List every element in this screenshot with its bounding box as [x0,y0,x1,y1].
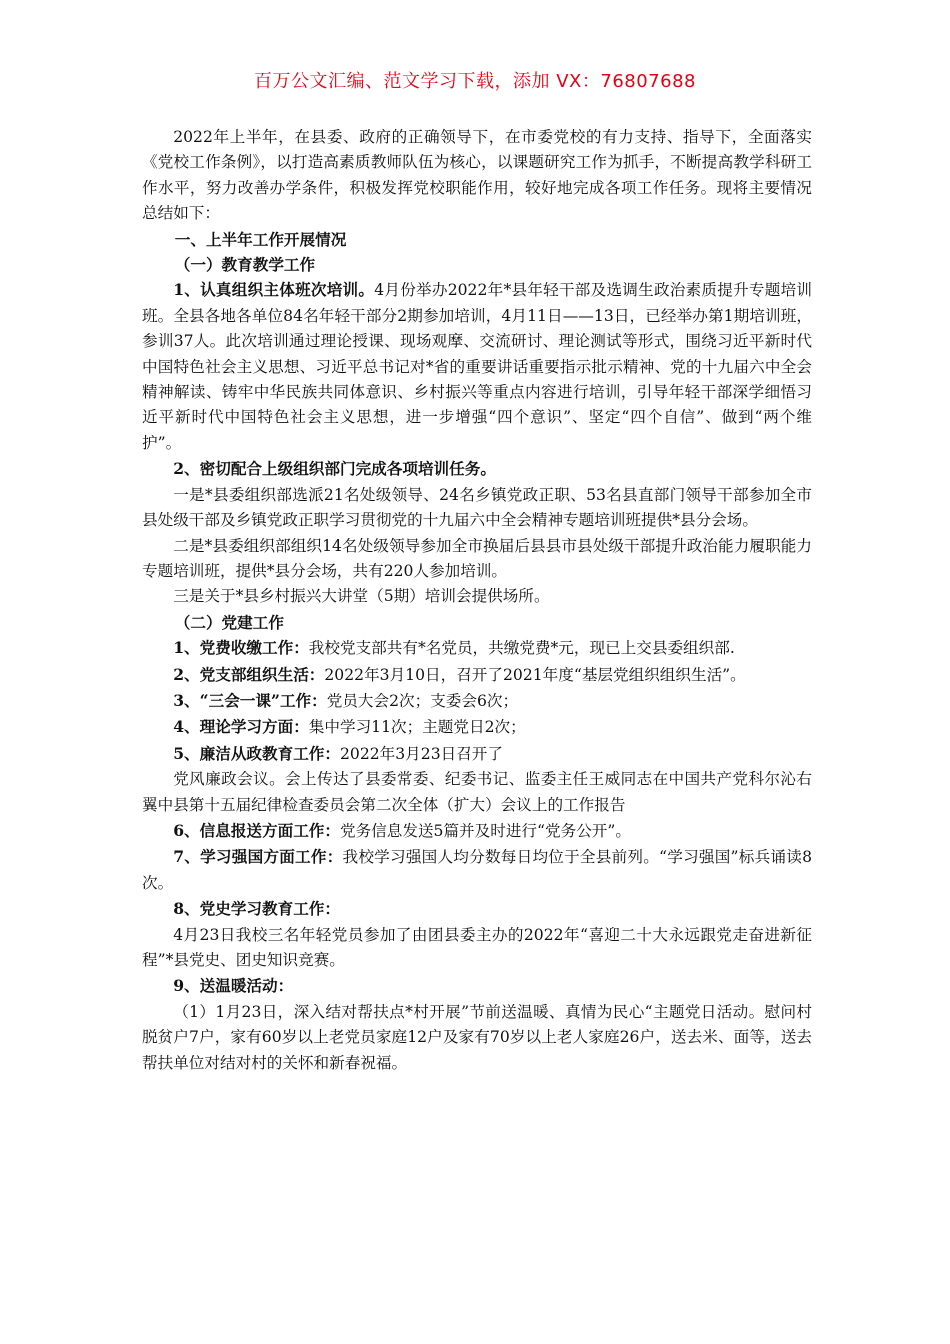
item-text: 党员大会2次；支委会6次； [326,691,519,710]
item-text: 2022年3月10日，召开了2021年度“基层党组织组织生活”。 [324,665,746,684]
paragraph-info-report [142,818,812,844]
paragraph-cooperation-1: 一是*县委组织部选派21名处级领导、24名乡镇党政正职、53名县直部门领导干部参加全市县处级干部及乡镇党政正职学习贯彻党的十九届六中全会精神专题培训班提供*县分会场。 [142,485,812,530]
paragraph-party-history: 4月23日我校三名年轻党员参加了由团县委主办的2022年“喜迎二十大永远跟党走奋进新征程”*县党史、团史知识竞赛。 [142,925,812,969]
intro-paragraph: 2022年上半年，在县委、政府的正确领导下，在市委党校的有力支持、指导下，全面落实《党校工作条例》，以打造高素质教师队伍为核心，以课题研究工作为抓手，不断提高教学科研工作水平，努力改善办学条件，积极发挥党校职能作用，较好地完成各项工作任务。现将主要情况总结如下： [142,128,812,223]
item-label: 4、理论学习方面： [173,717,309,737]
paragraph-training [142,277,812,456]
item-label: 9、送温暖活动： [173,976,294,996]
document-body [142,125,812,1076]
item-label: 5、廉洁从政教育工作： [173,743,340,763]
item-label: 7、学习强国方面工作： [173,847,343,867]
subsection-heading-education: （一）教育教学工作 [174,255,316,275]
paragraph-cooperation-2: 二是*县委组织部组织14名处级领导参加全市换届后县县市县处级干部提升政治能力履职能力专题培训班，提供*县分会场，共有220人参加培训。 [142,536,812,580]
paragraph-clean-governance-cont: 党风廉政会议。会上传达了县委常委、纪委书记、监委主任王威同志在中国共产党科尔沁右翼中县第十五届纪律检查委员会第二次全体（扩大）会议上的工作报告 [142,770,812,814]
item-text: 集中学习11次；主题党日2次； [308,718,526,737]
section-heading-1: 一、上半年工作开展情况 [174,229,347,249]
item-label: 8、党史学习教育工作： [173,899,340,919]
paragraph-clean-governance [142,741,812,767]
paragraph-party-fee [142,635,812,661]
paragraph-warmth: （1）1月23日，深入结对帮扶点*村开展”节前送温暖、真情为民心“主题党日活动。慰问村脱贫户7户，家有60岁以上老党员家庭12户及家有70岁以上老人家庭26户，送去米、面等，送去帮扶单位对结对村的关怀和新春祝福。 [142,1002,812,1072]
paragraph-theory-study [142,714,812,740]
item-text: 我校党支部共有*名党员，共缴党费*元，现已上交县委组织部. [308,639,735,658]
paragraph-three-meetings [142,688,812,714]
subsection-heading-party: （二）党建工作 [174,612,284,632]
item-label: 2、党支部组织生活： [173,664,325,684]
paragraph-branch-life [142,662,812,688]
item-label: 1、认真组织主体班次培训。 [173,280,375,300]
item-text: 党务信息发送5篇并及时进行“党务公开”。 [339,821,631,840]
paragraph-cooperation-3: 三是关于*县乡村振兴大讲堂（5期）培训会提供场所。 [173,587,550,606]
item-label: 6、信息报送方面工作： [173,820,340,840]
item-label: 2、密切配合上级组织部门完成各项培训任务。 [173,459,496,479]
item-label: 3、“三会一课”工作： [173,690,327,710]
item-text: 我校学习强国人均分数每日均位于全县前列。“学习强国”标兵诵读8次。 [142,848,812,892]
paragraph-cooperation-heading [142,456,812,482]
paragraph-warmth-heading [142,973,812,999]
item-label: 1、党费收缴工作： [173,638,309,658]
item-text: 2022年3月23日召开了 [339,744,503,763]
item-text: 4月份举办2022年*县年轻干部及选调生政治素质提升专题培训班。全县各地各单位84名年轻干部分2期参加培训，4月11日——13日，已经举办第1期培训班，参训37人。此次培训通过理论授课、现场观摩、交流研讨、理论测试等形式，围绕习近平新时代中国特色社会主义思想、习近平总书记对*省的重要讲话重要指示批示精神、党的十九届六中全会精神解读、铸牢中华民族共同体意识、乡村振兴等重点内容进行培训，引导年轻干部深学细悟习近平新时代中国特色社会主义思想，进一步增强“四个意识”、坚定“四个自信”、做到“两个维护”。 [142,281,813,452]
watermark-header: 百万公文汇编、范文学习下载，添加 VX：76807688 [254,71,696,92]
paragraph-xuexi-qiangguo [142,844,812,896]
paragraph-party-history-heading [142,896,812,922]
